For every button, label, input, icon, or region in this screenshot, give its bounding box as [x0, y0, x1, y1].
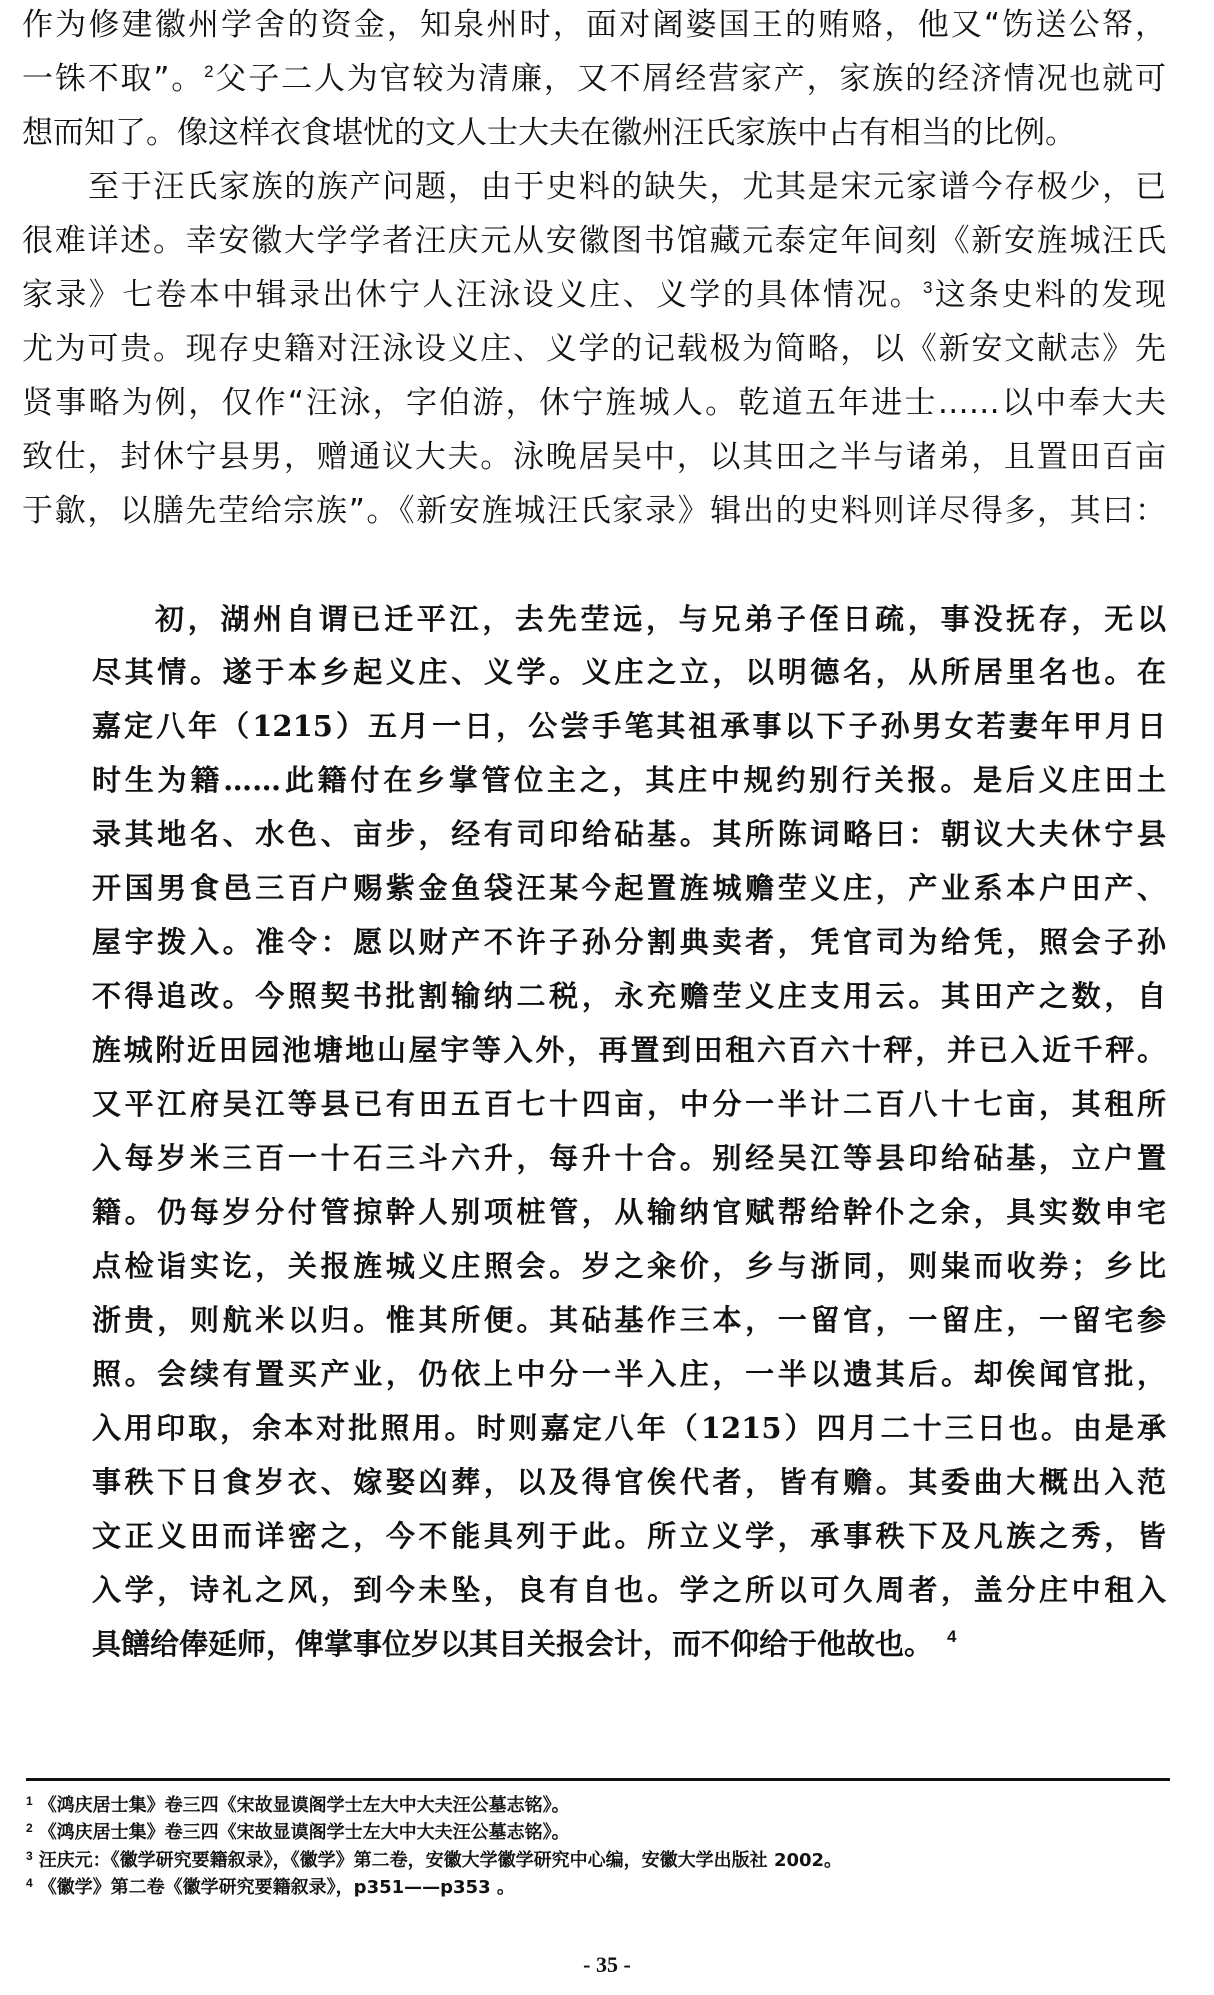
- footnote-3: [26, 1850, 842, 1870]
- quote-line: 又平江府吴江等县已有田五百七十四亩，中分一半计二百八十七亩，其租所: [92, 1087, 1166, 1121]
- body-text-line: [22, 277, 1167, 313]
- quote-line: 照。会续有置买产业，仍依上中分一半入庄，一半以遗其后。却俟闻官批，: [92, 1357, 1166, 1391]
- body-text-segment: 这条史料的发现: [932, 277, 1167, 313]
- body-text-line: 贤事略为例，仅作“汪泳，字伯游，休宁旌城人。乾道五年进士……以中奉大夫: [22, 385, 1166, 421]
- quote-line: 时生为籍……此籍付在乡掌管位主之，其庄中规约别行关报。是后义庄田土: [92, 763, 1166, 797]
- footnote-text: 《鸿庆居士集》卷三四《宋故显谟阁学士左大中大夫汪公墓志铭》。: [38, 1822, 570, 1843]
- quote-line: 不得追改。今照契书批割输纳二税，永充赡茔义庄支用云。其田产之数，自: [92, 979, 1166, 1013]
- quote-line: 录其地名、水色、亩步，经有司印给砧基。其所陈词略曰：朝议大夫休宁县: [92, 817, 1166, 851]
- body-text-line: 想而知了。像这样衣食堪忧的文人士大夫在徽州汪氏家族中占有相当的比例。: [22, 115, 1076, 151]
- quote-line: 入学，诗礼之风，到今未坠，良有自也。学之所以可久周者，盖分庄中租入: [92, 1573, 1166, 1607]
- body-text-segment: 父子二人为官较为清廉，又不屑经营家产，家族的经济情况也就可: [213, 61, 1167, 97]
- footnote-number: 2: [26, 1821, 33, 1835]
- footnote-text: 《徽学》第二卷《徽学研究要籍叙录》，p351——p353 。: [38, 1877, 515, 1898]
- quote-line: 开国男食邑三百户赐紫金鱼袋汪某今起置旌城赡茔义庄，产业系本户田产、: [92, 871, 1166, 905]
- body-text-line: 尤为可贵。现存史籍对汪泳设义庄、义学的记载极为简略，以《新安文献志》先: [22, 331, 1166, 367]
- quote-text-segment: 具饍给俸延师，俾掌事位岁以其目关报会计，而不仰给于他故也。: [92, 1627, 934, 1661]
- quote-line: 入用印取，余本对批照用。时则嘉定八年（1215）四月二十三日也。由是承: [92, 1411, 1166, 1445]
- footnote-number: 3: [26, 1849, 33, 1863]
- quote-line: 文正义田而详密之，今不能具列于此。所立义学，承事秩下及凡族之秀，皆: [92, 1519, 1166, 1553]
- footnote-ref[interactable]: 2: [204, 62, 214, 81]
- body-text-line: 至于汪氏家族的族产问题，由于史料的缺失，尤其是宋元家谱今存极少，已: [88, 169, 1166, 205]
- quote-line: 浙贵，则航米以归。惟其所便。其砧基作三本，一留官，一留庄，一留宅参: [92, 1303, 1166, 1337]
- quote-line: 旌城附近田园池塘地山屋宇等入外，再置到田租六百六十秤，并已入近千秤。: [92, 1033, 1166, 1067]
- body-text-line: 于歙，以膳先茔给宗族”。《新安旌城汪氏家录》辑出的史料则详尽得多，其曰：: [22, 493, 1166, 529]
- body-text-segment: 一铢不取”。: [22, 61, 205, 97]
- quote-line: 事秩下日食岁衣、嫁娶凶葬，以及得官俟代者，皆有赡。其委曲大概出入范: [92, 1465, 1166, 1499]
- quote-line: 入每岁米三百一十石三斗六升，每升十合。别经吴江等县印给砧基，立户置: [92, 1141, 1166, 1175]
- body-text-segment: 家录》七卷本中辑录出休宁人汪泳设义庄、义学的具体情况。: [22, 277, 923, 313]
- quote-line: 嘉定八年（1215）五月一日，公尝手笔其祖承事以下子孙男女若妻年甲月日: [92, 709, 1166, 743]
- quote-line: 籍。仍每岁分付管掠幹人别项桩管，从输纳官赋帮给幹仆之余，具实数申宅: [92, 1195, 1166, 1229]
- footnote-4: [26, 1877, 515, 1897]
- quote-line: 尽其情。遂于本乡起义庄、义学。义庄之立，以明德名，从所居里名也。在: [92, 655, 1166, 689]
- footnote-number: 4: [26, 1876, 33, 1890]
- footnote-2: [26, 1822, 570, 1842]
- footnote-divider: [26, 1778, 1170, 1781]
- quote-line: [92, 1627, 1166, 1661]
- footnote-ref[interactable]: 3: [922, 278, 933, 297]
- quote-line: 点检诣实讫，关报旌城义庄照会。岁之籴价，乡与浙同，则粜而收券；乡比: [92, 1249, 1166, 1283]
- body-text-line: 作为修建徽州学舍的资金，知泉州时，面对阇婆国王的贿赂，他又“饬送公帑，: [22, 7, 1166, 43]
- quote-line: 屋宇拨入。准令：愿以财产不许子孙分割典卖者，凭官司为给凭，照会子孙: [92, 925, 1166, 959]
- footnote-number: 1: [26, 1794, 33, 1808]
- footnote-1: [26, 1795, 570, 1815]
- footnote-ref[interactable]: 4: [947, 1627, 957, 1646]
- body-text-line: [22, 61, 1167, 97]
- footnote-text: 《鸿庆居士集》卷三四《宋故显谟阁学士左大中大夫汪公墓志铭》。: [38, 1795, 570, 1816]
- footnote-text: 汪庆元：《徽学研究要籍叙录》，《徽学》第二卷，安徽大学徽学研究中心编，安徽大学出版社 2002。: [38, 1850, 843, 1871]
- body-text-line: 致仕，封休宁县男，赠通议大夫。泳晚居吴中，以其田之半与诸弟，且置田百亩: [22, 439, 1166, 475]
- quote-line: 初，湖州自谓已迁平江，去先茔远，与兄弟子侄日疏，事没抚存，无以: [155, 602, 1166, 636]
- page-number: - 35 -: [583, 1952, 631, 1977]
- body-text-line: 很难详述。幸安徽大学学者汪庆元从安徽图书馆藏元泰定年间刻《新安旌城汪氏: [22, 223, 1166, 259]
